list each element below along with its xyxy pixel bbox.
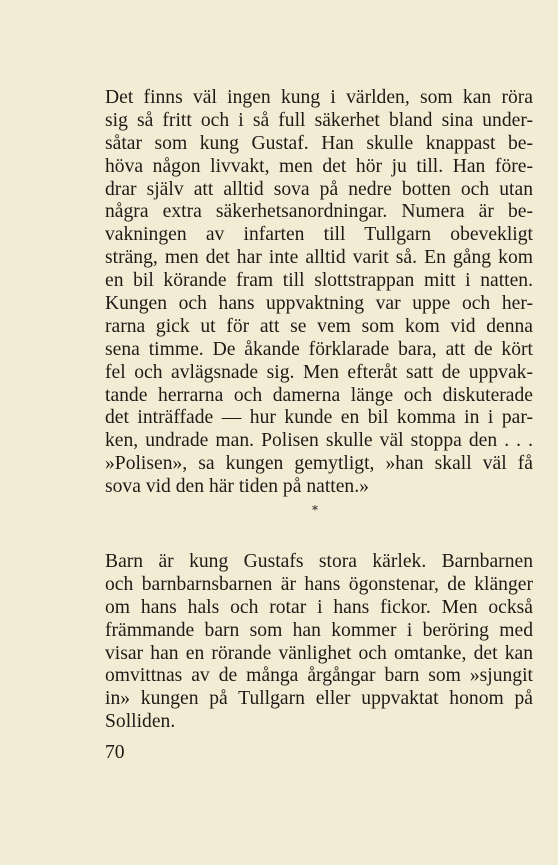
text-line: om hans hals och rotar i hans fickor. Men också (105, 596, 533, 618)
text-line: visar han en rörande vänlighet och omtanke, det kan (105, 642, 533, 664)
text-line: sträng, men det har inte alltid varit så. En gång kom (105, 247, 533, 269)
text-line: sig så fritt och i så full säkerhet bland sina under- (105, 109, 533, 131)
text-line: såtar som kung Gustaf. Han skulle knappast be- (105, 132, 533, 154)
text-line: Det finns väl ingen kung i världen, som kan röra (105, 87, 533, 108)
text-line: Kungen och hans uppvaktning var uppe och her- (105, 293, 533, 315)
paragraph-2 (105, 551, 533, 734)
text-line: några extra säkerhetsanordningar. Numera är be- (105, 201, 533, 223)
text-line: sena timme. De åkande förklarade bara, att de kört (105, 338, 533, 360)
text-line: fel och avlägsnade sig. Men efteråt satt de uppvak- (105, 361, 533, 383)
text-line: in» kungen på Tullgarn eller uppvaktat honom på (105, 688, 533, 710)
text-line: rarna gick ut för att se vem som kom vid denna (105, 315, 533, 337)
text-line: och barnbarnsbarnen är hans ögonstenar, de klänger (105, 573, 533, 595)
text-line: drar själv att alltid sova på nedre botten och utan (105, 178, 533, 200)
text-line: främmande barn som han kommer i beröring med (105, 619, 533, 641)
text-line: »Polisen», sa kungen gemytligt, »han skall väl få (105, 453, 533, 475)
text-line: sova vid den här tiden på natten.» (105, 476, 369, 498)
section-separator: * (312, 503, 318, 517)
text-line: vakningen av infarten till Tullgarn obevekligt (105, 224, 533, 246)
text-line: Solliden. (105, 711, 176, 733)
text-line: Barn är kung Gustafs stora kärlek. Barnbarnen (105, 551, 533, 572)
text-line: det inträffade — hur kunde en bil komma in i par- (105, 407, 533, 429)
paragraph-1 (105, 87, 533, 499)
text-line: höva någon livvakt, men det hör ju till. Han före- (105, 155, 533, 177)
page-number: 70 (105, 742, 125, 763)
text-line: ken, undrade man. Polisen skulle väl stoppa den . . . (105, 430, 533, 452)
text-line: tande herrarna och damerna länge och diskuterade (105, 384, 533, 406)
text-line: en bil körande fram till slottstrappan mitt i natten. (105, 270, 533, 292)
text-line: omvittnas av de många årgångar barn som »sjungit (105, 665, 533, 687)
